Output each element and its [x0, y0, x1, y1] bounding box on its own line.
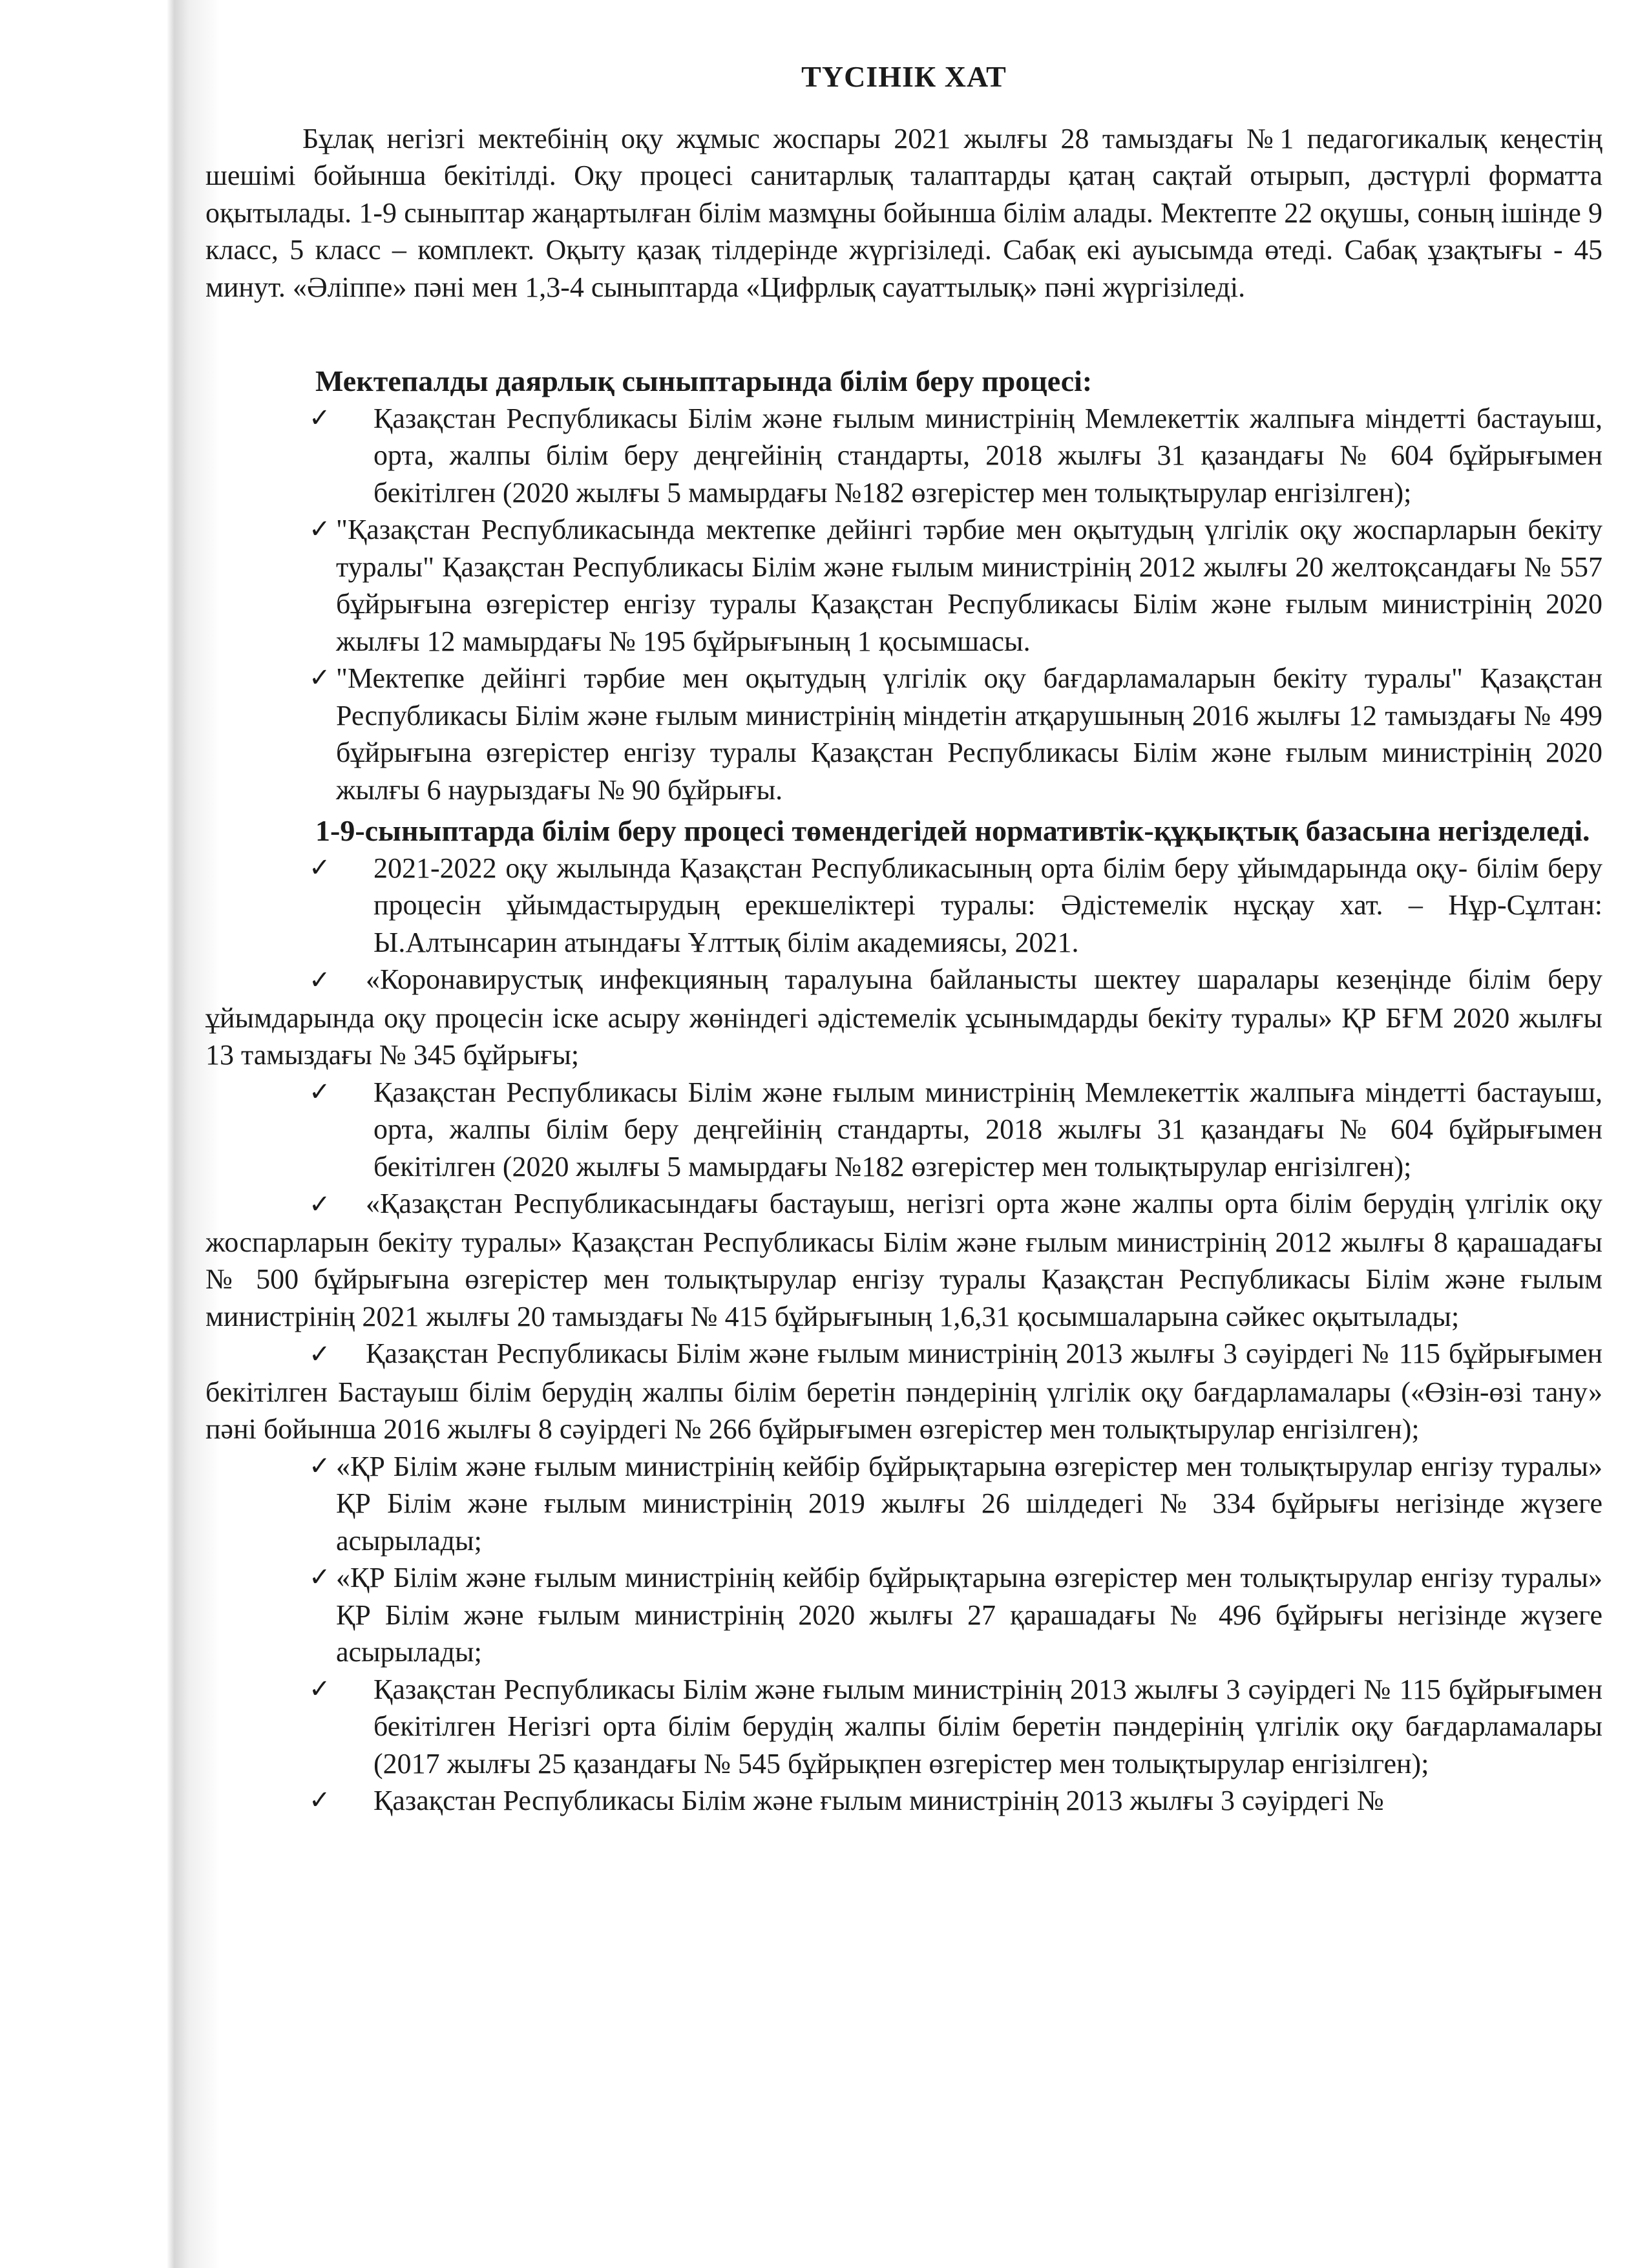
list-item-text: 2021-2022 оқу жылында Қазақстан Республикасының орта білім беру ұйымдарында оқу- білім беру процесін ұйымдастырудың ерекшеліктері туралы: Әдістемелік нұсқау хат. – Нұр-Сұлтан: Ы.Алтынсарин атындағы Ұлттық білім академиясы, 2021. [373, 852, 1602, 958]
list-item [205, 1185, 1602, 1335]
list-item-text: «ҚР Білім және ғылым министрінің кейбір бұйрықтарына өзгерістер мен толықтырулар енгізу туралы» ҚР Білім және ғылым министрінің 2019 жылғы 26 шілдедегі № 334 бұйрығы негізінде жүзеге асырылады; [336, 1450, 1602, 1557]
list-item-text: "Мектепке дейінгі тәрбие мен оқытудың үлгілік оқу бағдарламаларын бекіту туралы" Қазақстан Республикасы Білім және ғылым министрінің міндетін атқарушының 2016 жылғы 12 тамыздағы № 499 бұйрығына өзгерістер енгізу туралы Қазақстан Республикасы Білім және ғылым министрінің 2020 жылғы 6 наурыздағы № 90 бұйрығы. [336, 662, 1602, 806]
check-icon: ✓ [309, 1076, 331, 1107]
list-item [205, 400, 1602, 512]
list-item [205, 660, 1602, 808]
check-icon: ✓ [309, 1785, 331, 1815]
check-icon: ✓ [309, 1451, 331, 1481]
check-icon: ✓ [309, 852, 331, 883]
list-item-text: "Қазақстан Республикасында мектепке дейінгі тәрбие мен оқытудың үлгілік оқу жоспарларын бекіту туралы" Қазақстан Республикасы Білім және ғылым министрінің 2012 жылғы 20 желтоқсандағы № 557 бұйрығына өзгерістер енгізу туралы Қазақстан Республикасы Білім және ғылым министрінің 2020 жылғы 12 мамырдағы № 195 бұйрығының 1 қосымшасы. [336, 514, 1602, 657]
list-item-text: «ҚР Білім және ғылым министрінің кейбір бұйрықтарына өзгерістер мен толықтырулар енгізу туралы» ҚР Білім және ғылым министрінің 2020 жылғы 27 қарашадағы № 496 бұйрығы негізінде жүзеге асырылады; [336, 1562, 1602, 1668]
check-icon: ✓ [309, 1562, 331, 1592]
list-item-text: Қазақстан Республикасы Білім және ғылым министрінің Мемлекеттік жалпыға міндетті бастауыш, орта, жалпы білім беру деңгейінің стандарты, 2018 жылғы 31 қазандағы № 604 бұйрығымен бекітілген (2020 жылғы 5 мамырдағы №182 өзгерістер мен толықтырулар енгізілген); [373, 402, 1602, 509]
list-item-text: Қазақстан Республикасы Білім және ғылым министрінің 2013 жылғы 3 сәуірдегі № [373, 1785, 1384, 1816]
check-icon: ✓ [309, 1339, 331, 1369]
scan-shadow [0, 0, 220, 2268]
section-heading-grades: 1-9-сыныптарда білім беру процесі төмендегідей нормативтік-құқықтық базасына негізделеді. [315, 814, 1590, 847]
list-item [205, 511, 1602, 660]
section-heading-preschool: Мектепалды даярлық сыныптарында білім беру процесі: [315, 364, 1093, 397]
list-item-text: «Коронавирустық инфекцияның таралуына байланысты шектеу шаралары кезеңінде білім беру ұйымдарында оқу процесін іске асыру жөніндегі әдістемелік ұсынымдарды бекіту туралы» ҚР БҒМ 2020 жылғы 13 тамыздағы № 345 бұйрығы; [205, 963, 1602, 1071]
list-item-text: Қазақстан Республикасы Білім және ғылым министрінің 2013 жылғы 3 сәуірдегі № 115 бұйрығымен бекітілген Бастауыш білім берудің жалпы білім беретін пәндерінің үлгілік оқу бағдарламалары («Өзін-өзі тану» пәні бойынша 2016 жылғы 8 сәуірдегі № 266 бұйрығымен өзгерістер мен толықтырулар енгізілген); [205, 1338, 1602, 1445]
check-icon: ✓ [309, 1674, 331, 1704]
list-item [205, 1671, 1602, 1783]
check-icon: ✓ [309, 1190, 331, 1219]
list-item [205, 1559, 1602, 1671]
document-page [205, 58, 1602, 1820]
list-item [205, 1335, 1602, 1448]
check-icon: ✓ [309, 965, 331, 995]
list-item-text: «Қазақстан Республикасындағы бастауыш, негізгі орта және жалпы орта білім берудің үлгілік оқу жоспарларын бекіту туралы» Қазақстан Республикасы Білім және ғылым министрінің 2012 жылғы 8 қарашадағы № 500 бұйрығына өзгерістер мен толықтырулар енгізу туралы Қазақстан Республикасы Білім және ғылым министрінің 2021 жылғы 20 тамыздағы № 415 бұйрығының 1,6,31 қосымшаларына сәйкес оқытылады; [205, 1188, 1602, 1332]
intro-paragraph: Бұлақ негізгі мектебінің оқу жұмыс жоспары 2021 жылғы 28 тамыздағы №1 педагогикалық кеңестің шешімі бойынша бекітілді. Оқу процесі санитарлық талаптарды қатаң сақтай отырып, дәстүрлі форматта оқытылады. 1-9 сыныптар жаңартылған білім мазмұны бойынша білім алады. Мектепте 22 оқушы, соның ішінде 9 класс, 5 класс – комплект. Оқыту қазақ тілдерінде жүргізіледі. Сабақ екі ауысымда өтеді. Сабақ ұзақтығы - 45 минут. «Әліппе» пәні мен 1,3-4 сыныптарда «Цифрлық сауаттылық» пәні жүргізіледі. [205, 122, 1602, 303]
check-icon: ✓ [309, 403, 331, 433]
list-item [205, 1074, 1602, 1186]
list-item [205, 961, 1602, 1074]
document-title: ТҮСІНІК ХАТ [801, 60, 1007, 93]
check-icon: ✓ [309, 663, 331, 693]
list-item-text: Қазақстан Республикасы Білім және ғылым министрінің 2013 жылғы 3 сәуірдегі № 115 бұйрығымен бекітілген Негізгі орта білім берудің жалпы білім беретін пәндерінің үлгілік оқу бағдарламалары (2017 жылғы 25 қазандағы № 545 бұйрықпен өзгерістер мен толықтырулар енгізілген); [373, 1673, 1602, 1780]
check-icon: ✓ [309, 514, 331, 544]
list-item [205, 1448, 1602, 1560]
list-item [205, 850, 1602, 961]
list-item [205, 1782, 1602, 1820]
list-item-text: Қазақстан Республикасы Білім және ғылым министрінің Мемлекеттік жалпыға міндетті бастауыш, орта, жалпы білім беру деңгейінің стандарты, 2018 жылғы 31 қазандағы № 604 бұйрығымен бекітілген (2020 жылғы 5 мамырдағы №182 өзгерістер мен толықтырулар енгізілген); [373, 1076, 1602, 1182]
